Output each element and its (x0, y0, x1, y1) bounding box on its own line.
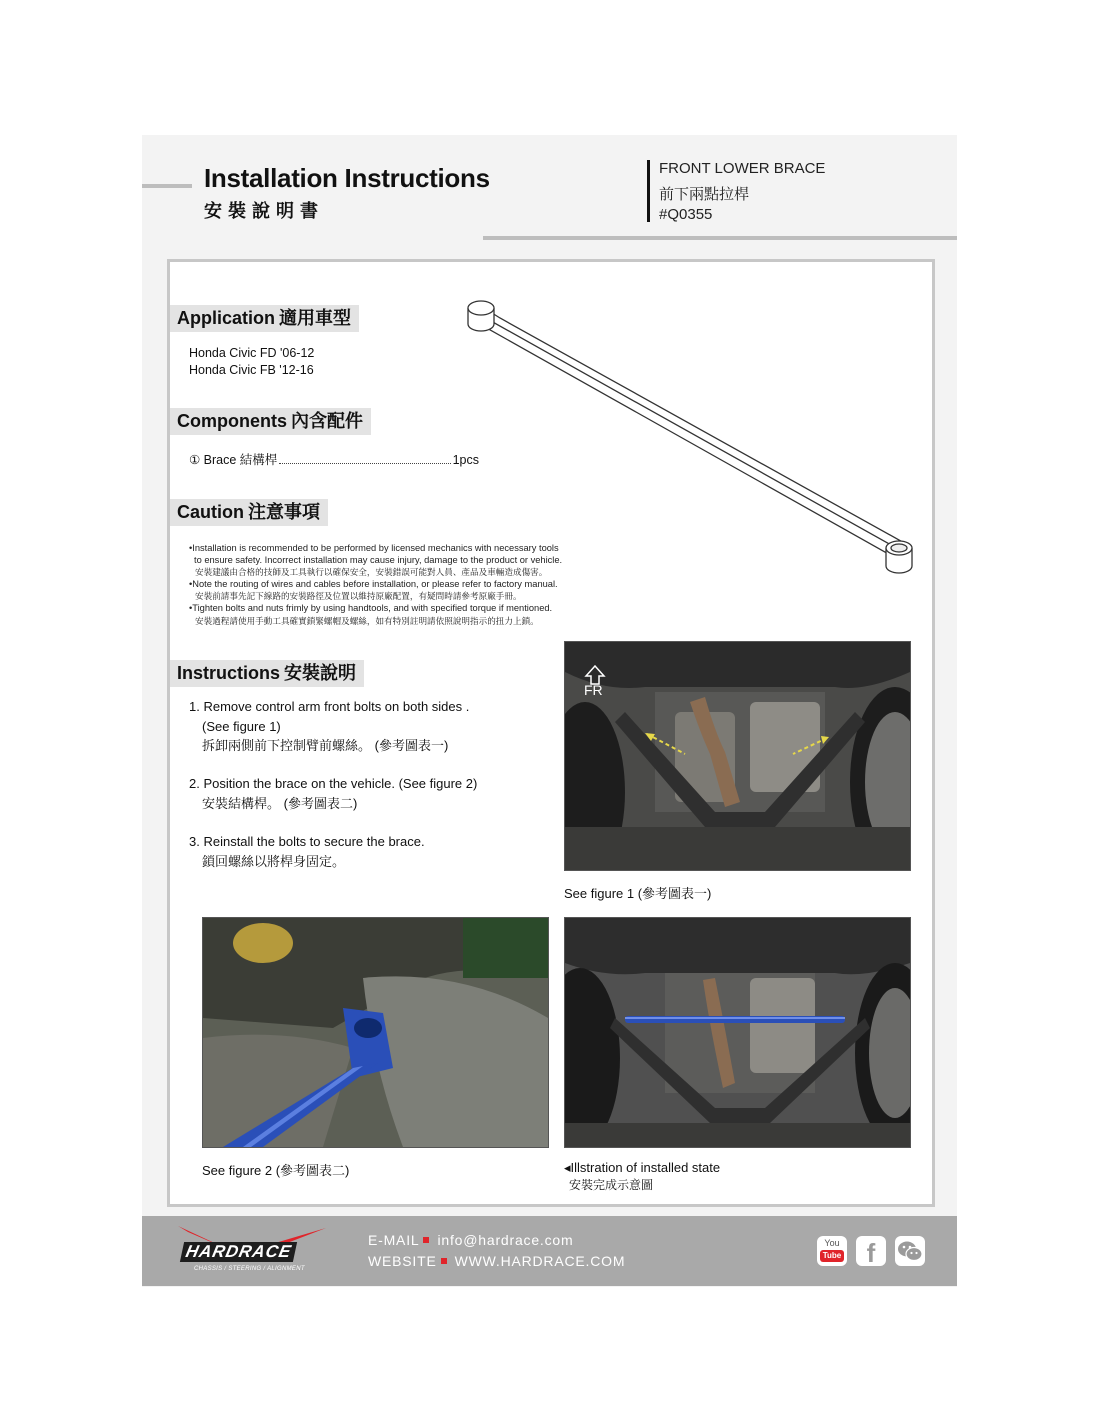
step-ref: (See figure 1) (202, 718, 281, 734)
caution-line-zh: 安裝建議由合格的技師及工具執行以確保安全，安裝錯誤可能對人員、產品及車輛造成傷害。 (195, 567, 548, 578)
installed-caption-zh: 安裝完成示意圖 (569, 1178, 654, 1192)
website-line[interactable] (368, 1253, 625, 1269)
email-label: E-MAIL (368, 1232, 420, 1248)
figure-1-caption: See figure 1 (參考圖表一) (564, 886, 712, 901)
step-text: 1. Remove control arm front bolts on both sides . (189, 699, 470, 714)
step-text: 2. Position the brace on the vehicle. (See figure 2) (189, 776, 478, 791)
caution-line-zh: 安裝過程請使用手動工具確實鎖緊螺帽及螺絲，如有特別註明請依照說明指示的扭力上鎖。 (195, 615, 539, 626)
header-vertical-bar (647, 160, 650, 222)
caution-line: •Note the routing of wires and cables before installation, or please refer to factory manual. (189, 579, 558, 590)
section-title-en: Application (177, 308, 275, 328)
footer (142, 1216, 957, 1286)
caution-section-title (170, 499, 328, 526)
step-text: 3. Reinstall the bolts to secure the brace. (189, 834, 425, 849)
figure-2-caption: See figure 2 (參考圖表二) (202, 1163, 350, 1178)
header-divider-right (483, 236, 957, 240)
website-label: WEBSITE (368, 1253, 437, 1269)
undercarriage-photo-graphic (565, 642, 910, 870)
email-link[interactable]: info@hardrace.com (437, 1232, 574, 1248)
section-title-zh: 內含配件 (291, 411, 363, 432)
component-qty: 1pcs (452, 453, 479, 467)
leader-dots (279, 462, 450, 464)
wechat-icon[interactable] (895, 1236, 925, 1266)
installed-state-photo (564, 917, 911, 1148)
component-item (189, 450, 479, 468)
section-title-zh: 注意事項 (248, 502, 320, 523)
vehicle-item: Honda Civic FD '06-12 (189, 346, 315, 360)
part-number: #Q0355 (659, 206, 713, 223)
section-title-en: Instructions (177, 663, 281, 683)
component-label: ① Brace 結構桿 (189, 453, 278, 467)
figure-2-photo (202, 917, 549, 1148)
components-section-title (170, 408, 371, 435)
application-section-title (170, 305, 359, 332)
figure-1-photo (564, 641, 911, 871)
facebook-icon[interactable] (856, 1236, 886, 1266)
step-text-zh: 鎖回螺絲以將桿身固定。 (202, 853, 346, 869)
email-line[interactable] (368, 1232, 573, 1248)
header-divider-left (142, 184, 192, 188)
bullet-square (423, 1237, 429, 1243)
product-name-zh: 前下兩點拉桿 (659, 186, 750, 203)
page-title: Installation Instructions (204, 163, 490, 193)
caution-line: •Tighten bolts and nuts frimly by using handtools, and with specified torque if mentioned. (189, 603, 553, 614)
step-text-zh: 拆卸兩側前下控制臂前螺絲。 (參考圖表一) (202, 738, 449, 753)
caution-line-zh: 安裝前請事先記下線路的安裝路徑及位置以維持原廠配置，有疑問時請參考原廠手冊。 (195, 591, 522, 602)
caution-line: •Installation is recommended to be performed by licensed mechanics with necessary tools (189, 543, 559, 553)
brand-name: HARDRACE (180, 1242, 298, 1262)
instruction-step-2 (189, 774, 477, 813)
section-title-en: Components (177, 411, 287, 431)
facebook-glyph: f (866, 1238, 876, 1268)
youtube-icon[interactable] (817, 1236, 847, 1266)
website-link[interactable]: WWW.HARDRACE.COM (454, 1253, 626, 1269)
caution-line: to ensure safety. Incorrect installation may cause injury, damage to the product or vehicle. (194, 555, 563, 566)
brace-diagram (460, 290, 920, 590)
brand-tagline: CHASSIS / STEERING / ALIGNMENT (194, 1266, 305, 1272)
brace-closeup-graphic (203, 918, 548, 1147)
page-title-zh: 安裝說明書 (204, 201, 324, 222)
front-direction-marker: FR (584, 682, 603, 698)
installed-caption: ◂Illstration of installed state (564, 1160, 721, 1175)
section-title-en: Caution (177, 502, 244, 522)
instructions-section-title (170, 660, 364, 687)
instruction-step-1 (189, 697, 469, 756)
youtube-icon-text-top: You (824, 1238, 840, 1248)
section-title-zh: 安裝說明 (284, 663, 357, 684)
youtube-icon-text-bottom: Tube (820, 1250, 844, 1262)
product-name: FRONT LOWER BRACE (659, 160, 826, 177)
section-title-zh: 適用車型 (279, 308, 351, 329)
brand-logo[interactable] (178, 1224, 328, 1281)
bullet-square (441, 1258, 447, 1264)
instruction-step-3 (189, 832, 425, 871)
installed-brace-graphic (565, 918, 910, 1147)
step-text-zh: 安裝結構桿。 (參考圖表二) (202, 795, 358, 811)
wechat-glyph (895, 1236, 925, 1266)
vehicle-item: Honda Civic FB '12-16 (189, 363, 314, 377)
